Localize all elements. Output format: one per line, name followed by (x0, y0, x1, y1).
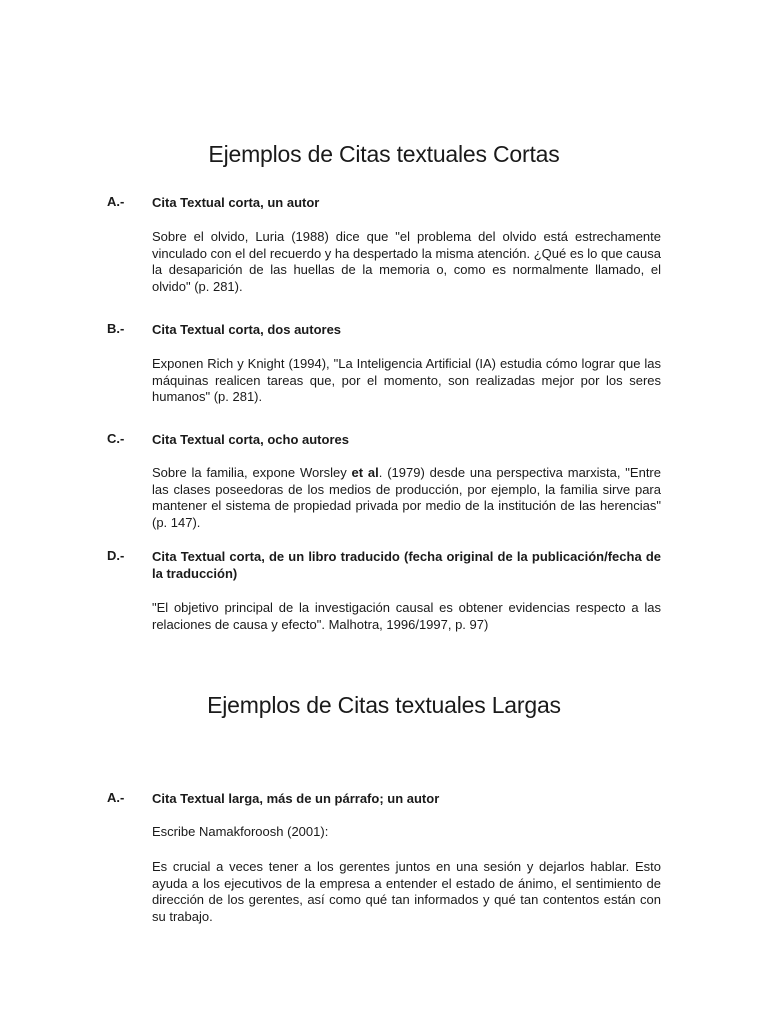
quote-intro: Escribe Namakforoosh (2001): (152, 824, 329, 839)
item-marker: A.- (107, 790, 125, 805)
item-heading: Cita Textual corta, ocho autores (152, 432, 349, 447)
section-title-long: Ejemplos de Citas textuales Largas (207, 692, 561, 718)
item-marker: B.- (107, 321, 125, 336)
quote-paragraph: Es crucial a veces tener a los gerentes juntos en una sesión y dejarlos hablar. Esto ayuda a los ejecutivos de la empresa a entender el estado de ánimo, el sentimiento de dirección de los gerentes, así como qué tan informados y qué tan contentos están con su trabajo. (152, 859, 661, 924)
item-marker: D.- (107, 548, 125, 563)
quote-paragraph (152, 465, 661, 531)
quote-paragraph: "El objetivo principal de la investigación causal es obtener evidencias respecto a las relaciones de causa y efecto". Malhotra, 1996/1997, p. 97) (152, 600, 661, 632)
quote-paragraph: Exponen Rich y Knight (1994), "La Inteligencia Artificial (IA) estudia cómo lograr que las máquinas realicen tareas que, por el momento, son realizadas mejor por los seres humanos" (p. 281). (152, 356, 661, 404)
item-marker: A.- (107, 194, 125, 209)
quote-paragraph: Sobre el olvido, Luria (1988) dice que "el problema del olvido está estrechamente vinculado con el del recuerdo y ha despertado la misma atención. ¿Qué es lo que causa la desaparición de las huellas de la memoria o, como es normalmente llamado, el olvido" (p. 281). (152, 229, 661, 294)
quote-text-after: . (1979) desde una perspectiva marxista, "Entre las clases poseedoras de los medios de producción, por ejemplo, la familia sirve para mantener el sistema de propiedad privada por medio de la institución de las herencias" (p. 147). (152, 465, 661, 530)
item-marker: C.- (107, 431, 125, 446)
quote-text-etal: et al (351, 465, 379, 480)
quote-text-before: Sobre la familia, expone Worsley (152, 465, 352, 480)
section-title-short: Ejemplos de Citas textuales Cortas (208, 141, 560, 167)
item-heading: Cita Textual larga, más de un párrafo; un autor (152, 791, 440, 806)
item-heading: Cita Textual corta, de un libro traducido (fecha original de la publicación/fecha de la traducción) (152, 549, 661, 581)
item-heading: Cita Textual corta, un autor (152, 195, 320, 210)
item-heading: Cita Textual corta, dos autores (152, 322, 342, 337)
